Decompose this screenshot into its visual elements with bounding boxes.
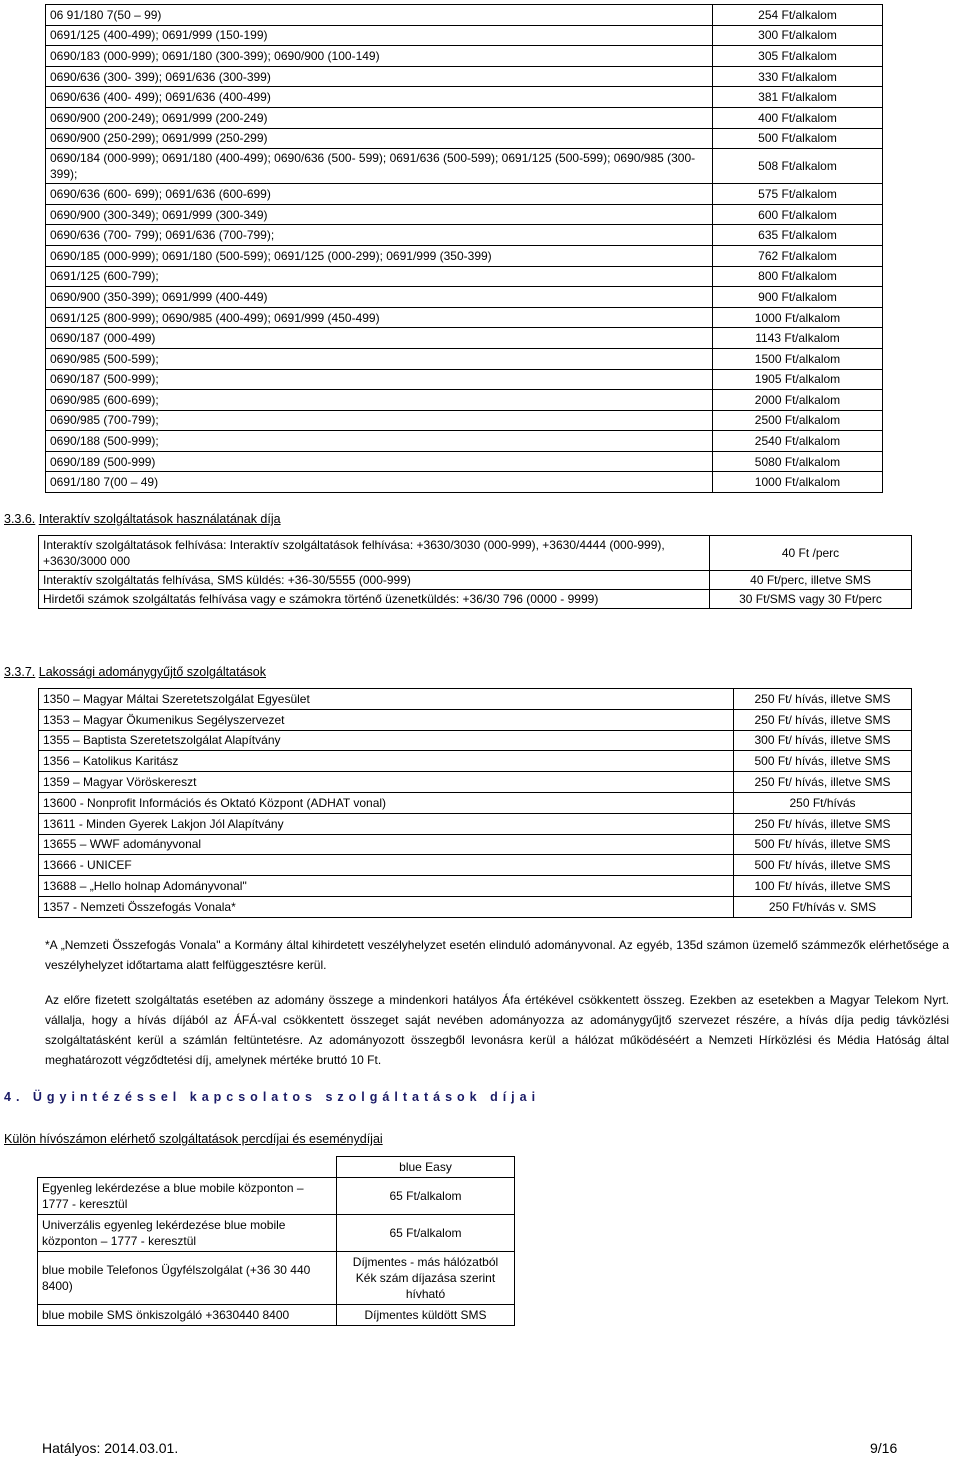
- organization-cell: 13600 - Nonprofit Információs és Oktató Központ (ADHAT vonal): [39, 792, 734, 813]
- number-range-cell: 0690/900 (200-249); 0691/999 (200-249): [46, 107, 713, 128]
- price-cell: 800 Ft/alkalom: [713, 266, 883, 287]
- table-row: [39, 813, 912, 834]
- price-cell: 2540 Ft/alkalom: [713, 431, 883, 452]
- table-row: [46, 66, 883, 87]
- table-row: [39, 834, 912, 855]
- table-row: [46, 149, 883, 184]
- table-row: [46, 25, 883, 46]
- organization-cell: 1353 – Magyar Ökumenikus Segélyszervezet: [39, 709, 734, 730]
- table-row: [38, 1305, 515, 1326]
- price-cell: 250 Ft/ hívás, illetve SMS: [734, 772, 912, 793]
- price-cell: 1000 Ft/alkalom: [713, 472, 883, 493]
- price-cell: 250 Ft/hívás v. SMS: [734, 896, 912, 917]
- number-range-cell: 0690/985 (700-799);: [46, 410, 713, 431]
- price-cell: 400 Ft/alkalom: [713, 107, 883, 128]
- page-number: 9/16: [870, 1440, 898, 1456]
- price-cell: 500 Ft/ hívás, illetve SMS: [734, 834, 912, 855]
- section-336-heading: [4, 512, 281, 526]
- price-cell: 500 Ft/ hívás, illetve SMS: [734, 751, 912, 772]
- empty-header-cell: [38, 1157, 337, 1178]
- price-cell: 1143 Ft/alkalom: [713, 328, 883, 349]
- effective-date: Hatályos: 2014.03.01.: [42, 1440, 179, 1456]
- number-range-cell: 0690/636 (600- 699); 0691/636 (600-699): [46, 184, 713, 205]
- table-row: [46, 328, 883, 349]
- table-row: [46, 266, 883, 287]
- price-cell: 300 Ft/ hívás, illetve SMS: [734, 730, 912, 751]
- organization-cell: 1355 – Baptista Szeretetszolgálat Alapítvány: [39, 730, 734, 751]
- number-range-cell: 0691/125 (800-999); 0690/985 (400-499); 0691/999 (450-499): [46, 307, 713, 328]
- table-row: [38, 1215, 515, 1252]
- table-row: [39, 536, 912, 571]
- donation-footnote: *A „Nemzeti Összefogás Vonala" a Kormány által kihirdetett veszélyhelyzet esetén elinduló adományvonal. Az egyéb, 135d számon üzemelő számmezők elérhetősége a veszélyhelyzet időtartama alatt felfüggesztésre kerül.: [45, 938, 949, 972]
- table-row: [46, 348, 883, 369]
- price-cell: 1000 Ft/alkalom: [713, 307, 883, 328]
- price-cell: 30 Ft/SMS vagy 30 Ft/perc: [710, 590, 912, 609]
- table-row: [39, 896, 912, 917]
- price-cell: 635 Ft/alkalom: [713, 225, 883, 246]
- section-title: Lakossági adománygyűjtő szolgáltatások: [38, 665, 266, 679]
- number-range-cell: 0690/985 (500-599);: [46, 348, 713, 369]
- price-cell: Díjmentes - más hálózatból Kék szám díjazása szerint hívható: [337, 1252, 515, 1305]
- number-range-cell: 0690/185 (000-999); 0691/180 (500-599); 0691/125 (000-299); 0691/999 (350-399): [46, 245, 713, 266]
- table-row: [46, 472, 883, 493]
- table-row: [46, 390, 883, 411]
- number-range-cell: 0690/187 (000-499): [46, 328, 713, 349]
- number-range-cell: 0690/187 (500-999);: [46, 369, 713, 390]
- organization-cell: 1359 – Magyar Vöröskereszt: [39, 772, 734, 793]
- service-cell: Interaktív szolgáltatások felhívása: Interaktív szolgáltatások felhívása: +3630/3030 (000-999), +3630/4444 (000-999), +3630/3000 000: [39, 536, 710, 571]
- table-row: [39, 709, 912, 730]
- price-cell: 508 Ft/alkalom: [713, 149, 883, 184]
- price-cell: 250 Ft/hívás: [734, 792, 912, 813]
- organization-cell: 1350 – Magyar Máltai Szeretetszolgálat Egyesület: [39, 689, 734, 710]
- price-cell: 600 Ft/alkalom: [713, 204, 883, 225]
- table-row: [46, 451, 883, 472]
- organization-cell: 1357 - Nemzeti Összefogás Vonala*: [39, 896, 734, 917]
- service-cell: Univerzális egyenleg lekérdezése blue mobile központon – 1777 - keresztül: [38, 1215, 337, 1252]
- table-row: [46, 46, 883, 67]
- number-range-cell: 0690/189 (500-999): [46, 451, 713, 472]
- price-cell: 100 Ft/ hívás, illetve SMS: [734, 876, 912, 897]
- number-range-cell: 0690/985 (600-699);: [46, 390, 713, 411]
- price-cell: 762 Ft/alkalom: [713, 245, 883, 266]
- price-cell: 65 Ft/alkalom: [337, 1178, 515, 1215]
- price-cell: 300 Ft/alkalom: [713, 25, 883, 46]
- price-cell: Díjmentes küldött SMS: [337, 1305, 515, 1326]
- table-row: [39, 571, 912, 590]
- price-cell: 40 Ft/perc, illetve SMS: [710, 571, 912, 590]
- price-cell: 254 Ft/alkalom: [713, 5, 883, 26]
- number-range-cell: 0690/636 (400- 499); 0691/636 (400-499): [46, 87, 713, 108]
- price-cell: 250 Ft/ hívás, illetve SMS: [734, 709, 912, 730]
- price-cell: 2000 Ft/alkalom: [713, 390, 883, 411]
- blue-easy-table: [37, 1156, 515, 1326]
- table-row: [38, 1178, 515, 1215]
- donation-services-table: [38, 688, 912, 918]
- number-range-cell: 0690/184 (000-999); 0691/180 (400-499); 0690/636 (500- 599); 0691/636 (500-599); 0691/125 (500-599); 0690/985 (300-399);: [46, 149, 713, 184]
- organization-cell: 13666 - UNICEF: [39, 855, 734, 876]
- service-cell: Hirdetői számok szolgáltatás felhívása vagy e számokra történő üzenetküldés: +36/30 796 (0000 - 9999): [39, 590, 710, 609]
- number-range-cell: 0691/125 (400-499); 0691/999 (150-199): [46, 25, 713, 46]
- table-row: [39, 772, 912, 793]
- price-cell: 381 Ft/alkalom: [713, 87, 883, 108]
- table-row: [46, 128, 883, 149]
- number-range-cell: 0690/636 (300- 399); 0691/636 (300-399): [46, 66, 713, 87]
- table-row: [38, 1252, 515, 1305]
- table-row: [46, 287, 883, 308]
- organization-cell: 13611 - Minden Gyerek Lakjon Jól Alapítvány: [39, 813, 734, 834]
- interactive-services-table: [38, 535, 912, 609]
- table-row: [46, 107, 883, 128]
- table-row: [39, 590, 912, 609]
- table-row: [46, 245, 883, 266]
- price-cell: 40 Ft /perc: [710, 536, 912, 571]
- section-337-heading: [4, 665, 266, 679]
- number-range-cell: 0691/125 (600-799);: [46, 266, 713, 287]
- price-cell: 305 Ft/alkalom: [713, 46, 883, 67]
- price-cell: 500 Ft/ hívás, illetve SMS: [734, 855, 912, 876]
- service-cell: Egyenleg lekérdezése a blue mobile központon – 1777 - keresztül: [38, 1178, 337, 1215]
- price-cell: 1905 Ft/alkalom: [713, 369, 883, 390]
- price-cell: 250 Ft/ hívás, illetve SMS: [734, 813, 912, 834]
- number-range-cell: 0690/900 (250-299); 0691/999 (250-299): [46, 128, 713, 149]
- table-row: [46, 307, 883, 328]
- price-cell: 250 Ft/ hívás, illetve SMS: [734, 689, 912, 710]
- section-4-subtitle: Külön hívószámon elérhető szolgáltatások percdíjai és eseménydíjai: [4, 1132, 383, 1146]
- table-row: [46, 225, 883, 246]
- service-cell: Interaktív szolgáltatás felhívása, SMS küldés: +36-30/5555 (000-999): [39, 571, 710, 590]
- premium-rates-table: [45, 4, 883, 493]
- table-row: [46, 369, 883, 390]
- section-title: Interaktív szolgáltatások használatának díja: [38, 512, 281, 526]
- organization-cell: 13655 – WWF adományvonal: [39, 834, 734, 855]
- price-cell: 330 Ft/alkalom: [713, 66, 883, 87]
- price-cell: 900 Ft/alkalom: [713, 287, 883, 308]
- number-range-cell: 0690/900 (350-399); 0691/999 (400-449): [46, 287, 713, 308]
- table-row: [46, 204, 883, 225]
- price-cell: 1500 Ft/alkalom: [713, 348, 883, 369]
- price-cell: 5080 Ft/alkalom: [713, 451, 883, 472]
- table-row: [39, 855, 912, 876]
- number-range-cell: 0691/180 7(00 – 49): [46, 472, 713, 493]
- table-row: [46, 5, 883, 26]
- section-4-heading: 4. Ügyintézéssel kapcsolatos szolgáltatások díjai: [4, 1090, 541, 1104]
- service-cell: blue mobile SMS önkiszolgáló +3630440 8400: [38, 1305, 337, 1326]
- table-row: [46, 431, 883, 452]
- organization-cell: 1356 – Katolikus Karitász: [39, 751, 734, 772]
- price-cell: 65 Ft/alkalom: [337, 1215, 515, 1252]
- table-row: [39, 730, 912, 751]
- number-range-cell: 0690/183 (000-999); 0691/180 (300-399); 0690/900 (100-149): [46, 46, 713, 67]
- donation-paragraph: Az előre fizetett szolgáltatás esetében az adomány összege a mindenkori hatályos Áfa értékével csökkentett összeg. Ezekben az esetekben a Magyar Telekom Nyrt. vállalja, hogy a hívás díjából az ÁFÁ-val csökkentett összeget saját nevében adományozza az adománygyűjtő szervezet részére, a hívás díja pedig távközlési szolgáltatásként kerül a számlán feltüntetésre. Az adományozott összegből levonásra kerül a hálózat működéséért a Nemzeti Hírközlési és Média Hatóság által meghatározott végződtetési díj, amelynek mértéke bruttó 10 Ft.: [45, 993, 949, 1067]
- table-row: [39, 792, 912, 813]
- table-row: [39, 876, 912, 897]
- section-number: 3.3.6.: [4, 512, 36, 526]
- table-row: [46, 184, 883, 205]
- price-cell: 2500 Ft/alkalom: [713, 410, 883, 431]
- table-row: [39, 689, 912, 710]
- table-row: [46, 87, 883, 108]
- table-header-row: [38, 1157, 515, 1178]
- number-range-cell: 0690/188 (500-999);: [46, 431, 713, 452]
- number-range-cell: 06 91/180 7(50 – 99): [46, 5, 713, 26]
- table-row: [39, 751, 912, 772]
- table-row: [46, 410, 883, 431]
- organization-cell: 13688 – „Hello holnap Adományvonal": [39, 876, 734, 897]
- price-cell: 575 Ft/alkalom: [713, 184, 883, 205]
- section-number: 3.3.7.: [4, 665, 36, 679]
- service-cell: blue mobile Telefonos Ügyfélszolgálat (+36 30 440 8400): [38, 1252, 337, 1305]
- number-range-cell: 0690/900 (300-349); 0691/999 (300-349): [46, 204, 713, 225]
- price-cell: 500 Ft/alkalom: [713, 128, 883, 149]
- number-range-cell: 0690/636 (700- 799); 0691/636 (700-799);: [46, 225, 713, 246]
- column-header: blue Easy: [337, 1157, 515, 1178]
